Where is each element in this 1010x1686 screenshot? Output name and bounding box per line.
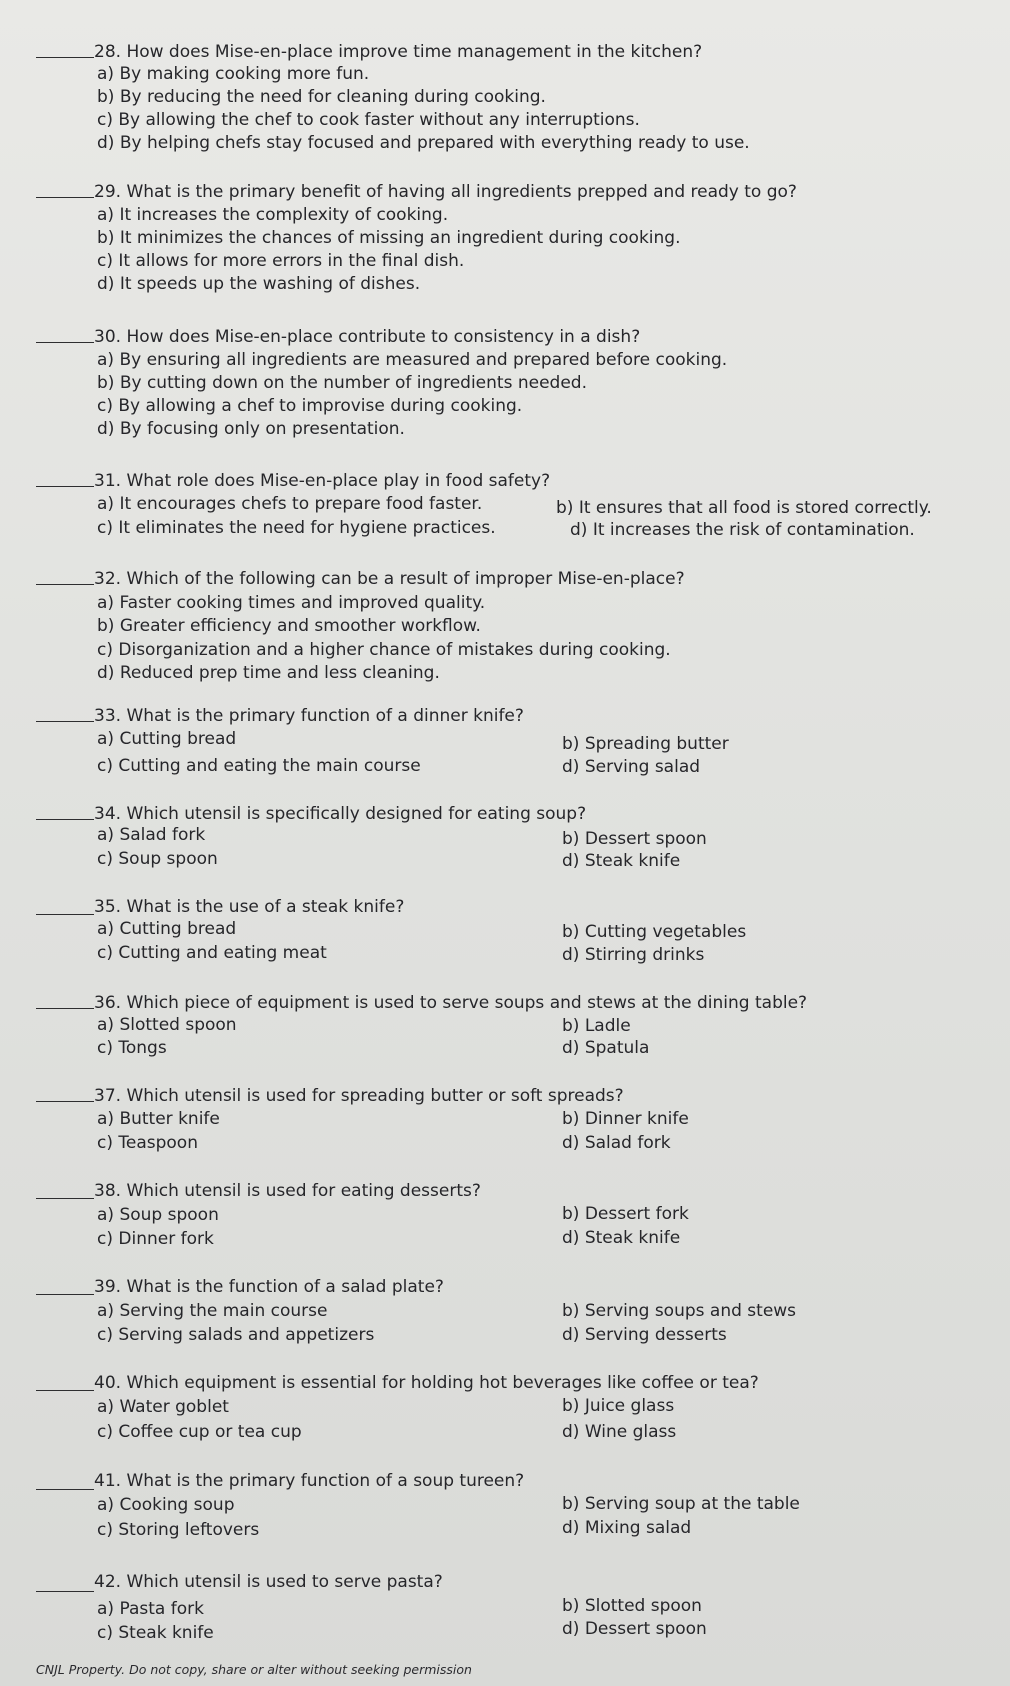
question-stem: 30. How does Mise-en-place contribute to consistency in a dish?: [94, 327, 641, 347]
option-b: b) By cutting down on the number of ingredients needed.: [97, 373, 587, 393]
question-stem: 35. What is the use of a steak knife?: [94, 897, 405, 917]
option-b: b) Dinner knife: [562, 1109, 689, 1129]
option-b: b) By reducing the need for cleaning during cooking.: [97, 87, 546, 107]
answer-blank[interactable]: [36, 486, 94, 487]
answer-blank[interactable]: [36, 914, 94, 915]
answer-blank[interactable]: [36, 1294, 94, 1295]
option-a: a) Salad fork: [97, 825, 206, 845]
question-stem: 39. What is the function of a salad plate?: [94, 1277, 444, 1297]
question-stem: 42. Which utensil is used to serve pasta?: [94, 1572, 443, 1592]
question-stem: 38. Which utensil is used for eating desserts?: [94, 1181, 481, 1201]
option-b: b) Greater efficiency and smoother workflow.: [97, 616, 481, 636]
option-c: c) It eliminates the need for hygiene practices.: [97, 518, 496, 538]
option-c: c) By allowing the chef to cook faster without any interruptions.: [97, 110, 640, 130]
option-c: c) Coffee cup or tea cup: [97, 1422, 302, 1442]
option-a: a) Serving the main course: [97, 1301, 328, 1321]
option-d: d) Dessert spoon: [562, 1619, 707, 1639]
copyright-footer: CNJL Property. Do not copy, share or alter without seeking permission: [36, 1662, 472, 1677]
option-c: c) Tongs: [97, 1038, 167, 1058]
option-d: d) Steak knife: [562, 1228, 681, 1248]
answer-blank[interactable]: [36, 197, 94, 198]
option-a: a) Pasta fork: [97, 1599, 204, 1619]
option-a: a) Soup spoon: [97, 1205, 219, 1225]
question-stem: 36. Which piece of equipment is used to serve soups and stews at the dining table?: [94, 993, 808, 1013]
option-b: b) Dessert spoon: [562, 829, 707, 849]
option-b: b) Slotted spoon: [562, 1596, 702, 1616]
option-a: a) Butter knife: [97, 1109, 220, 1129]
answer-blank[interactable]: [36, 57, 94, 58]
option-d: d) Stirring drinks: [562, 945, 705, 965]
option-a: a) Water goblet: [97, 1397, 229, 1417]
option-c: c) Cutting and eating the main course: [97, 756, 421, 776]
option-c: c) Serving salads and appetizers: [97, 1325, 375, 1345]
option-a: a) Cutting bread: [97, 729, 237, 749]
option-c: c) Steak knife: [97, 1623, 214, 1643]
question-stem: 31. What role does Mise-en-place play in food safety?: [94, 471, 551, 491]
question-stem: 37. Which utensil is used for spreading butter or soft spreads?: [94, 1086, 624, 1106]
option-a: a) By making cooking more fun.: [97, 64, 370, 84]
option-d: d) Mixing salad: [562, 1518, 692, 1538]
option-c: c) Cutting and eating meat: [97, 943, 327, 963]
option-a: a) It encourages chefs to prepare food faster.: [97, 494, 483, 514]
option-b: b) Cutting vegetables: [562, 922, 747, 942]
option-d: d) It increases the risk of contamination.: [570, 520, 915, 540]
option-b: b) Dessert fork: [562, 1204, 689, 1224]
option-b: b) It minimizes the chances of missing an ingredient during cooking.: [97, 228, 681, 248]
option-d: d) Wine glass: [562, 1422, 677, 1442]
option-d: d) Reduced prep time and less cleaning.: [97, 663, 440, 683]
answer-blank[interactable]: [36, 1101, 94, 1102]
option-a: a) It increases the complexity of cooking.: [97, 205, 449, 225]
option-c: c) Dinner fork: [97, 1229, 214, 1249]
answer-blank[interactable]: [36, 1390, 94, 1391]
option-d: d) Spatula: [562, 1038, 650, 1058]
option-d: d) It speeds up the washing of dishes.: [97, 274, 421, 294]
answer-blank[interactable]: [36, 819, 94, 820]
answer-blank[interactable]: [36, 1591, 94, 1592]
question-stem: 28. How does Mise-en-place improve time management in the kitchen?: [94, 42, 703, 62]
answer-blank[interactable]: [36, 584, 94, 585]
option-c: c) Storing leftovers: [97, 1520, 260, 1540]
option-b: b) Serving soup at the table: [562, 1494, 800, 1514]
option-b: b) Ladle: [562, 1016, 631, 1036]
option-b: b) Spreading butter: [562, 734, 729, 754]
question-stem: 29. What is the primary benefit of having all ingredients prepped and ready to go?: [94, 182, 797, 202]
option-a: a) By ensuring all ingredients are measured and prepared before cooking.: [97, 350, 728, 370]
option-b: b) It ensures that all food is stored correctly.: [556, 498, 932, 518]
option-a: a) Cooking soup: [97, 1495, 235, 1515]
answer-blank[interactable]: [36, 342, 94, 343]
option-c: c) Disorganization and a higher chance of mistakes during cooking.: [97, 640, 671, 660]
option-a: a) Faster cooking times and improved quality.: [97, 593, 486, 613]
option-c: c) Teaspoon: [97, 1133, 198, 1153]
question-stem: 33. What is the primary function of a dinner knife?: [94, 706, 524, 726]
question-stem: 32. Which of the following can be a result of improper Mise-en-place?: [94, 569, 685, 589]
option-a: a) Slotted spoon: [97, 1015, 237, 1035]
option-c: c) By allowing a chef to improvise during cooking.: [97, 396, 523, 416]
option-d: d) Serving salad: [562, 757, 701, 777]
option-d: d) By focusing only on presentation.: [97, 419, 405, 439]
answer-blank[interactable]: [36, 1008, 94, 1009]
question-stem: 40. Which equipment is essential for holding hot beverages like coffee or tea?: [94, 1373, 759, 1393]
answer-blank[interactable]: [36, 1198, 94, 1199]
question-stem: 41. What is the primary function of a soup tureen?: [94, 1471, 525, 1491]
question-stem: 34. Which utensil is specifically designed for eating soup?: [94, 804, 587, 824]
option-b: b) Juice glass: [562, 1396, 675, 1416]
option-c: c) Soup spoon: [97, 849, 218, 869]
option-d: d) Serving desserts: [562, 1325, 727, 1345]
option-d: d) Salad fork: [562, 1133, 671, 1153]
option-a: a) Cutting bread: [97, 919, 237, 939]
option-b: b) Serving soups and stews: [562, 1301, 797, 1321]
answer-blank[interactable]: [36, 1489, 94, 1490]
option-c: c) It allows for more errors in the final dish.: [97, 251, 465, 271]
option-d: d) Steak knife: [562, 851, 681, 871]
answer-blank[interactable]: [36, 721, 94, 722]
option-d: d) By helping chefs stay focused and prepared with everything ready to use.: [97, 133, 750, 153]
